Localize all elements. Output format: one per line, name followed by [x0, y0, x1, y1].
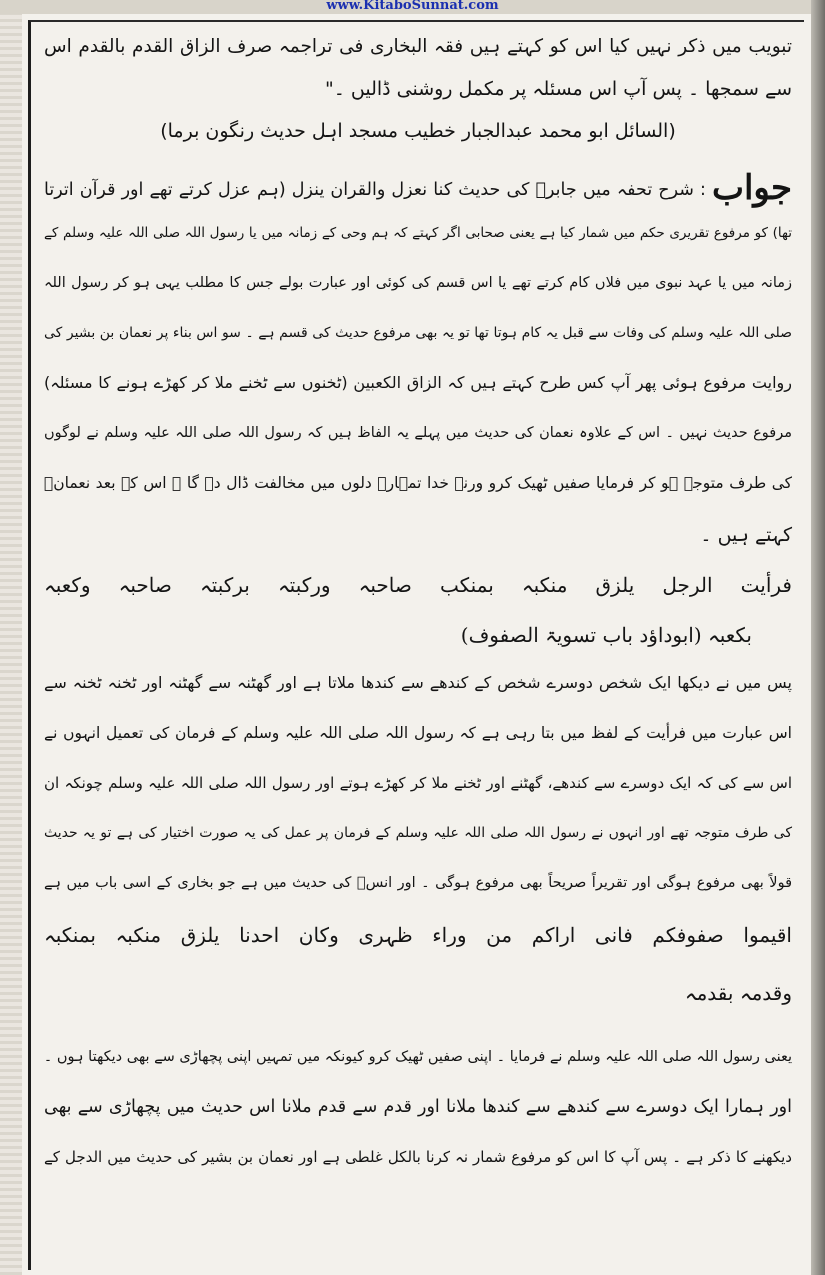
translation-line: پس میں نے دیکھا ایک شخص دوسرے شخص کے کندھے سے کندھا ملاتا ہے اور گھٹنہ سے گھٹنہ اور ٹخنہ ٹخنہ سے: [44, 673, 792, 692]
answer-label: جواب: [711, 168, 792, 208]
translation-line: دیکھنے کا ذکر ہے ۔ پس آپ کا اس کو مرفوع شمار نہ کرنا بالکل غلطی ہے اور نعمان بن بشیر کی حدیث میں الدجل کے: [44, 1148, 792, 1166]
site-url[interactable]: www.KitaboSunnat.com: [326, 0, 499, 13]
scan-edge-right: [811, 0, 825, 1275]
translation-line: قولاً بھی مرفوع ہوگی اور تقریراً صریحاً بھی مرفوع ہوگی ۔ اور انسؓ کی حدیث میں ہے جو بخاری کے اسی باب میں ہے: [44, 875, 792, 891]
answer-first-text: : شرح تحفہ میں جابرؓ کی حدیث کنا نعزل والقران ینزل (ہم عزل کرتے تھے اور قرآن اترتا: [44, 180, 706, 200]
answer-line: زمانہ میں یا عہد نبوی میں فلاں کام کرتے تھے یا اس قسم کی کوئی اور عبارت بولے جس کا مطلب یہی ہو کر رسول اللہ: [44, 275, 792, 291]
answer-line: روایت مرفوع ہوئی پھر آپ کس طرح کہتے ہیں کہ الزاق الکعبین (ٹخنوں سے ٹخنے ملا کر کھڑے ہونے کا مسئلہ): [44, 373, 792, 392]
hadith-arabic-line: اقیموا صفوفکم فانی اراکم من وراء ظہری وکان احدنا یلزق منکبہ بمنکبہ: [44, 923, 792, 947]
answer-line: مرفوع حدیث نہیں ۔ اس کے علاوہ نعمان کی حدیث میں پہلے یہ الفاظ ہیں کہ رسول اللہ صلی اللہ علیہ وسلم نے لوگوں: [44, 425, 792, 441]
answer-line: صلی اللہ علیہ وسلم کی وفات سے قبل یہ کام ہوتا تھا تو یہ بھی مرفوع حدیث کی قسم ہے ۔ سو اس بناء پر نعمان بن بشیر کی: [44, 325, 792, 341]
answer-line: کہتے ہیں ۔: [700, 524, 792, 546]
translation-line: اس عبارت میں فرأیت کے لفظ میں بتا رہی ہے کہ رسول اللہ صلی اللہ علیہ وسلم کے فرمان کی تعمیل انہوں نے: [44, 724, 792, 742]
answer-first-line: [44, 168, 792, 210]
top-strip: [0, 0, 825, 14]
asker-attribution: (السائل ابو محمد عبدالجبار خطیب مسجد اہل حدیث رنگون برما): [160, 120, 676, 142]
translation-line: اور ہمارا ایک دوسرے سے کندھے سے کندھا ملانا اور قدم سے قدم ملانا اس حدیث میں پچھاڑی سے بھی: [44, 1097, 792, 1117]
hadith-arabic-line: وقدمہ بقدمہ: [684, 981, 792, 1005]
answer-line: کی طرف متوجہ ہو کر فرمایا صفیں ٹھیک کرو ورنہ خدا تمہارے دلوں میں مخالفت ڈال دے گا ۔ اس کے بعد نعمانؓ: [44, 474, 792, 492]
translation-line: اس سے کی کہ ایک دوسرے سے کندھے، گھٹنے اور ٹخنے ملا کر کھڑے ہوتے اور رسول اللہ صلی اللہ علیہ وسلم چونکہ ان: [44, 774, 792, 792]
hadith-arabic-line: بکعبہ (ابوداؤد باب تسویۃ الصفوف): [460, 623, 752, 647]
translation-line: کی طرف متوجہ تھے اور انہوں نے رسول اللہ صلی اللہ علیہ وسلم کے فرمان پر عمل کی یہ صورت اختیار کی ہے تو یہ حدیث: [44, 825, 792, 841]
question-line: تبویب میں ذکر نہیں کیا اس کو کہتے ہیں فقہ البخاری فی تراجمہ صرف الزاق القدم بالقدم اس: [44, 36, 792, 57]
answer-line: تھا) کو مرفوع تقریری حکم میں شمار کیا ہے یعنی صحابی اگر کہتے کہ ہم وحی کے زمانہ میں یا رسول اللہ صلی اللہ علیہ وسلم کے: [44, 225, 792, 241]
question-line: سے سمجھا ۔ پس آپ اس مسئلہ پر مکمل روشنی ڈالیں ۔": [324, 78, 792, 100]
scan-edge-left: [0, 0, 22, 1275]
translation-line: یعنی رسول اللہ صلی اللہ علیہ وسلم نے فرمایا ۔ اپنی صفیں ٹھیک کرو کیونکہ میں تمہیں اپنی پچھاڑی سے بھی دیکھتا ہوں ۔: [43, 1049, 792, 1065]
hadith-arabic-line: فرأیت الرجل یلزق منکبہ بمنکب صاحبہ ورکبتہ برکبتہ صاحبہ وکعبہ: [44, 573, 792, 597]
